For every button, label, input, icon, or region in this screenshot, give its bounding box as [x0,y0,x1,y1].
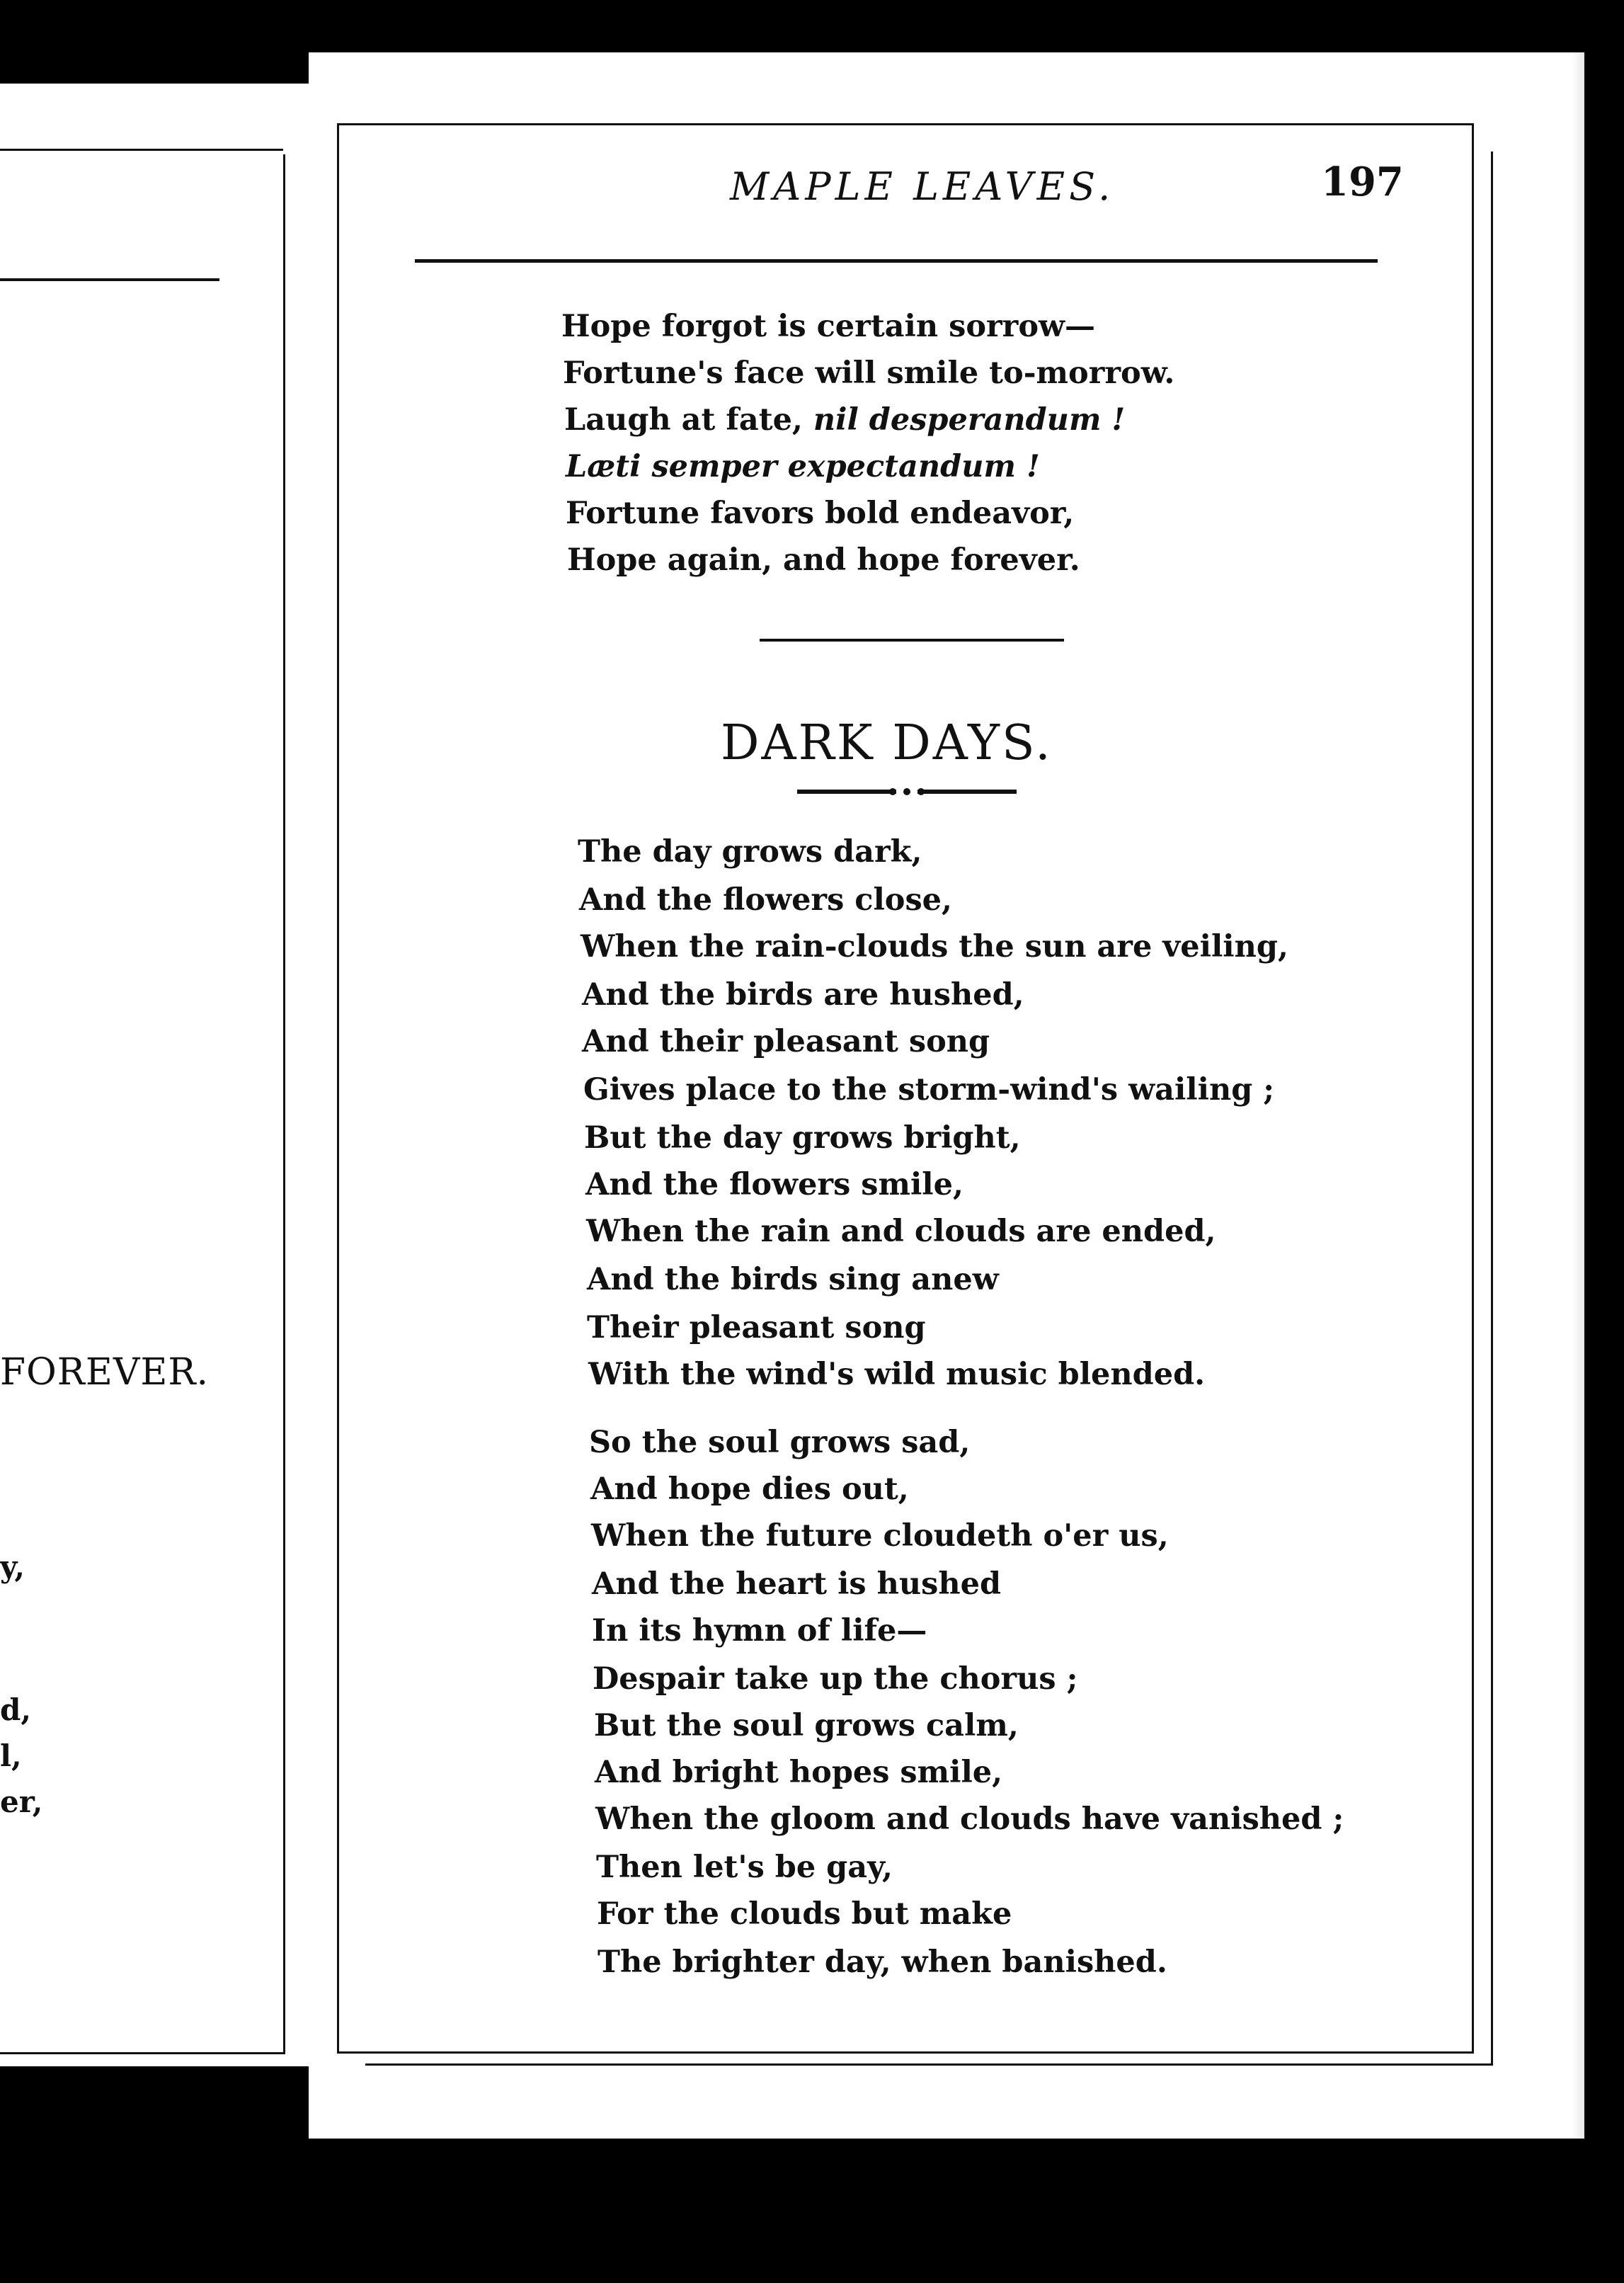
left-facing-page [0,84,360,2066]
right-page [309,52,1584,2139]
left-page-line-fragment: y, [0,1549,25,1584]
poem-line: But the day grows bright, [584,1120,1021,1156]
poem-line: Fortune's face will smile to-morrow. [563,355,1175,391]
ornament-dot [903,788,910,795]
ornament-dot [889,788,896,795]
poem-line: Their pleasant song [587,1310,926,1345]
poem-line [564,402,1125,438]
poem-line-italic: nil desperandum ! [813,402,1126,438]
poem-line: The day grows dark, [578,834,922,870]
poem-line: But the soul grows calm, [594,1708,1019,1743]
title-ornament [797,787,1017,796]
left-page-line-fragment: er, [0,1784,43,1819]
ornament-bar-left [797,790,896,794]
poem-line: When the gloom and clouds have vanished ; [595,1801,1344,1837]
poem-title: DARK DAYS. [721,715,1053,771]
poem-line: For the clouds but make [597,1896,1012,1932]
left-page-line-fragment: l, [0,1738,22,1773]
poem-line: With the wind's wild music blended. [588,1357,1206,1392]
poem-line: So the soul grows sad, [589,1425,971,1460]
poem-line: And hope dies out, [590,1471,909,1507]
poem-line: In its hymn of life— [592,1613,927,1649]
poem-line: Despair take up the chorus ; [593,1661,1078,1697]
left-page-line-fragment: d, [0,1692,31,1727]
header-rule [415,259,1378,263]
section-divider-rule [760,639,1064,642]
ornament-bar-right [917,790,1017,794]
poem-line: And the birds are hushed, [582,977,1024,1013]
poem-line: Gives place to the storm-wind's wailing ; [583,1072,1275,1108]
poem-line: When the future cloudeth o'er us, [591,1518,1169,1554]
left-page-top-rule [0,149,283,151]
left-page-heading-fragment: FOREVER. [0,1351,210,1394]
poem-line: When the rain-clouds the sun are veiling, [581,929,1288,964]
poem-line: Fortune favors bold endeavor, [566,496,1075,531]
left-page-head-rule [0,278,219,281]
poem-line: Hope forgot is certain sorrow— [561,309,1096,344]
running-head: MAPLE LEAVES. [730,164,1115,209]
poem-line: And bright hopes smile, [595,1755,1003,1790]
poem-line: And the birds sing anew [587,1262,999,1297]
poem-line: And the heart is hushed [592,1566,1002,1602]
left-page-frame [0,154,285,2054]
poem-line: Hope again, and hope forever. [567,542,1080,578]
poem-line: And the flowers close, [579,882,953,918]
poem-line-roman: Laugh at fate, [564,402,813,438]
poem-line: And the flowers smile, [585,1167,963,1202]
poem-line: And their pleasant song [582,1024,990,1059]
poem-line: Læti semper expectandum ! [566,449,1040,484]
poem-line: The brighter day, when banished. [597,1945,1167,1980]
page-edge-shade [1572,52,1584,2139]
page-number: 197 [1321,159,1404,205]
poem-line: Then let's be gay, [596,1850,893,1885]
poem-line: When the rain and clouds are ended, [586,1214,1216,1249]
